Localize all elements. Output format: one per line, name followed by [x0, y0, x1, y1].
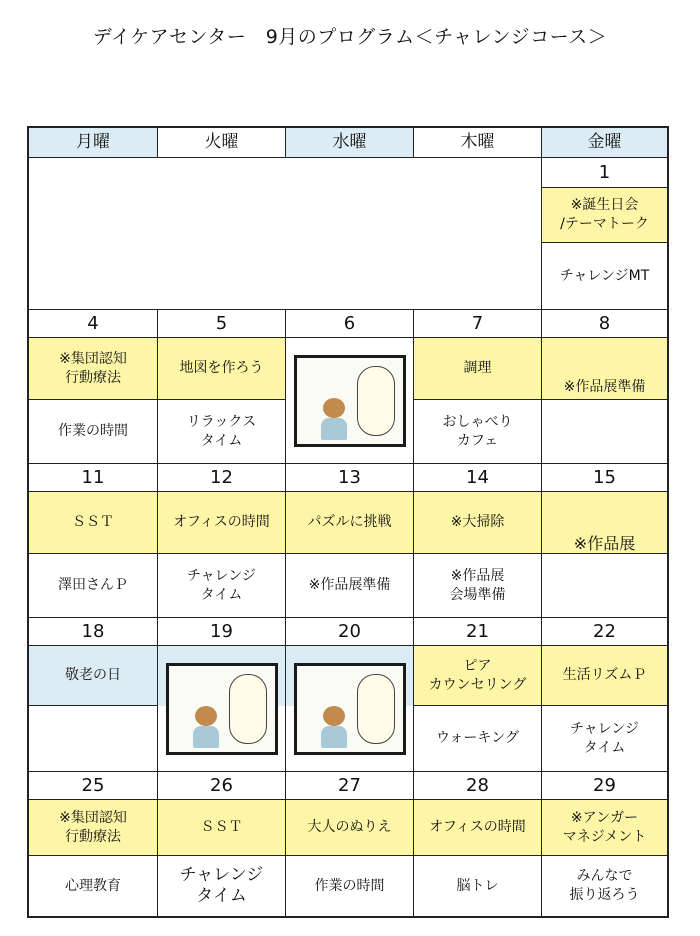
program-7-pm: おしゃべり カフェ	[414, 400, 542, 464]
program-29-pm: みんなで 振り返ろう	[569, 868, 640, 903]
program-21-pm: ウォーキング	[414, 706, 542, 772]
program-28-pm: 脳トレ	[414, 856, 542, 916]
program-14-am: ※大掃除	[414, 492, 542, 554]
date-19: 19	[158, 618, 286, 646]
speech-bubble-icon	[229, 674, 267, 744]
person-head-icon	[323, 706, 345, 726]
illustration-20	[286, 646, 414, 772]
weekday-mon: 月曜	[29, 128, 158, 158]
program-4-am: ※集団認知 行動療法	[29, 338, 158, 400]
program-4-pm: 作業の時間	[29, 400, 158, 464]
empty-block-week1	[29, 158, 542, 310]
program-13-pm: ※作品展準備	[286, 554, 414, 618]
program-1-am: ※誕生日会 /テーマトーク	[542, 188, 667, 243]
page-title: デイケアセンター 9月のプログラム＜チャレンジコース＞	[92, 26, 608, 48]
date-8: 8	[542, 310, 667, 338]
person-illustration	[294, 663, 406, 755]
program-26-pm: チャレンジ タイム	[158, 856, 286, 916]
program-5-pm: リラックス タイム	[158, 400, 286, 464]
date-7: 7	[414, 310, 542, 338]
illustration-19	[158, 646, 286, 772]
date-14: 14	[414, 464, 542, 492]
program-18-pm	[29, 706, 158, 772]
date-25: 25	[29, 772, 158, 800]
date-1: 1	[542, 158, 667, 188]
program-21-am: ピア カウンセリング	[414, 646, 542, 706]
date-21: 21	[414, 618, 542, 646]
date-26: 26	[158, 772, 286, 800]
date-22: 22	[542, 618, 667, 646]
program-12-am: オフィスの時間	[158, 492, 286, 554]
program-29-am: ※アンガー マネジメント	[542, 800, 667, 856]
person-head-icon	[195, 706, 217, 726]
program-7-am: 調理	[414, 338, 542, 400]
person-body-icon	[321, 418, 347, 440]
program-15-pm	[542, 554, 667, 618]
program-18-am: 敬老の日	[29, 646, 158, 706]
date-29: 29	[542, 772, 667, 800]
weekday-tue: 火曜	[158, 128, 286, 158]
program-1-pm: チャレンジMT	[542, 243, 667, 310]
program-8-am: ※作品展準備	[542, 338, 667, 400]
date-13: 13	[286, 464, 414, 492]
program-27-pm: 作業の時間	[286, 856, 414, 916]
person-illustration	[294, 355, 406, 447]
program-25-pm: 心理教育	[29, 856, 158, 916]
program-27-am: 大人のぬりえ	[286, 800, 414, 856]
weekday-thu: 木曜	[414, 128, 542, 158]
date-28: 28	[414, 772, 542, 800]
program-14-pm: ※作品展 会場準備	[414, 554, 542, 618]
date-12: 12	[158, 464, 286, 492]
date-4: 4	[29, 310, 158, 338]
date-27: 27	[286, 772, 414, 800]
program-26-am: ＳＳＴ	[158, 800, 286, 856]
date-11: 11	[29, 464, 158, 492]
person-illustration	[166, 663, 278, 755]
program-25-am: ※集団認知 行動療法	[29, 800, 158, 856]
weekday-fri: 金曜	[542, 128, 667, 158]
program-28-am: オフィスの時間	[414, 800, 542, 856]
date-18: 18	[29, 618, 158, 646]
calendar-table	[27, 126, 669, 918]
program-15-am: ※作品展	[542, 492, 667, 554]
program-11-pm: 澤田さんＰ	[29, 554, 158, 618]
speech-bubble-icon	[357, 366, 395, 436]
illustration-6	[286, 338, 414, 464]
date-15: 15	[542, 464, 667, 492]
person-body-icon	[193, 726, 219, 748]
program-22-am: 生活リズムＰ	[542, 646, 667, 706]
program-11-am: ＳＳＴ	[29, 492, 158, 554]
program-5-am: 地図を作ろう	[158, 338, 286, 400]
program-13-am: パズルに挑戦	[286, 492, 414, 554]
date-20: 20	[286, 618, 414, 646]
program-22-pm: チャレンジ タイム	[542, 706, 667, 772]
date-6: 6	[286, 310, 414, 338]
weekday-wed: 水曜	[286, 128, 414, 158]
person-body-icon	[321, 726, 347, 748]
program-12-pm: チャレンジ タイム	[158, 554, 286, 618]
date-5: 5	[158, 310, 286, 338]
speech-bubble-icon	[357, 674, 395, 744]
person-head-icon	[323, 398, 345, 418]
program-8-pm	[542, 400, 667, 464]
